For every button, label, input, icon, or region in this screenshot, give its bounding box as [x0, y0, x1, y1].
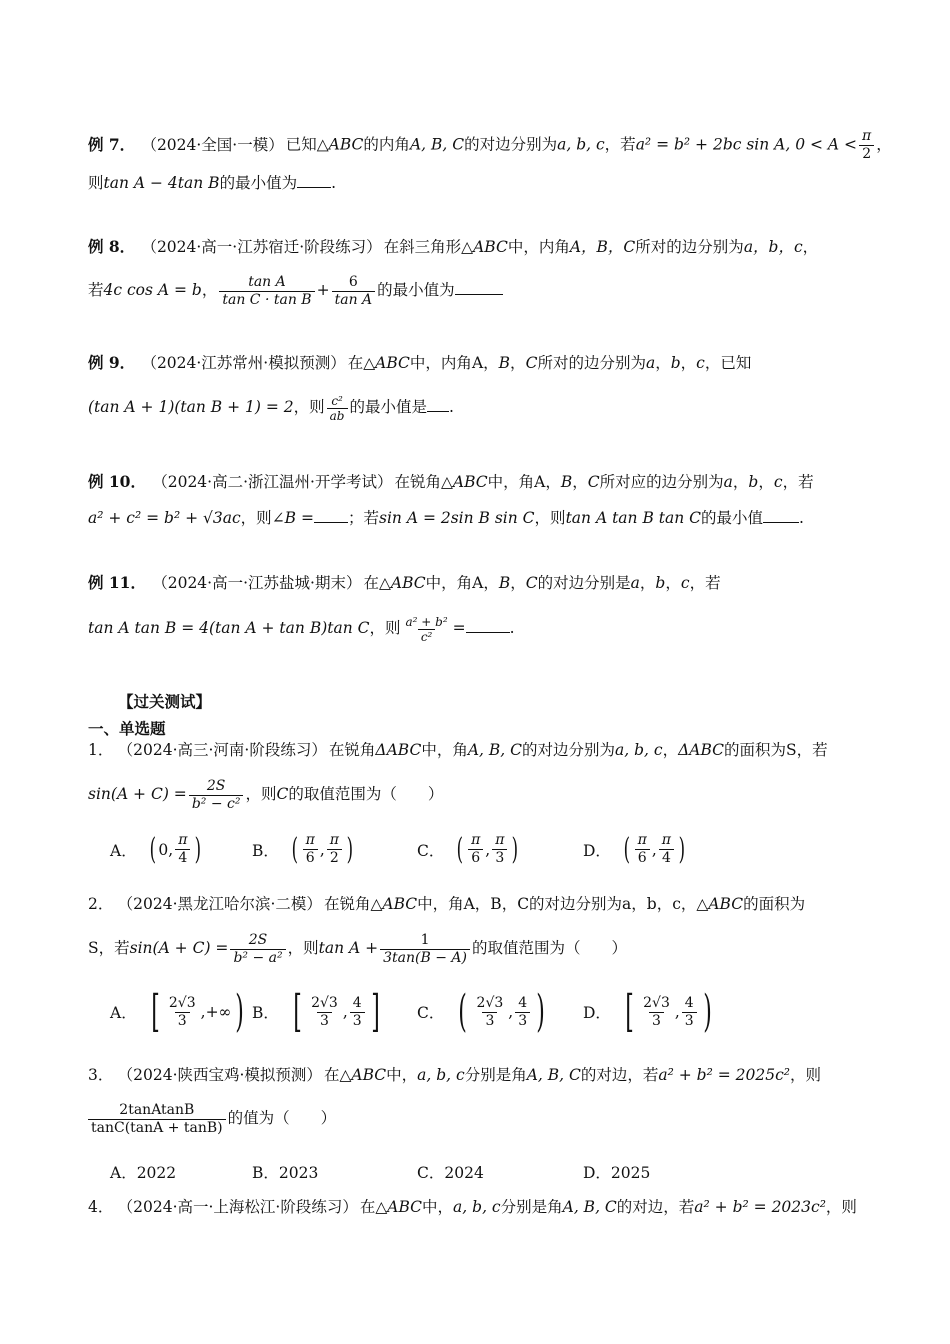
answer-blank[interactable] [314, 508, 348, 523]
question-label: 3． [88, 1066, 114, 1084]
example-label: 例 8． [88, 237, 136, 256]
fraction: $\frac{\text{a² + b²}}{\text{c²}}$ [405, 614, 448, 644]
fraction: $\frac{2S}{\text{b² − a²}}$ [230, 932, 285, 967]
q3-option-b[interactable]: B．2023 [252, 1164, 319, 1182]
question-1: 1． （2024·高三·河南·阶段练习） 在锐角ΔABC中，角A, B, C的对边分别为a, b, c，ΔABC的面积为S，若 [88, 741, 828, 759]
fraction: $\frac{\text{tan A}}{\text{tan C · tan B}}$ [219, 274, 314, 309]
example-9: 例 9． （2024·江苏常州·模拟预测） 在△ABC中，内角A，B，C所对的边分别为a，b，c，已知 [88, 353, 752, 372]
example-11: 例 11． （2024·高一·江苏盐城·期末） 在△ABC中，角A，B，C的对边分别是a，b，c，若 [88, 573, 721, 592]
answer-blank[interactable] [763, 508, 799, 523]
q2-option-d[interactable]: D． [ $\frac{2√3}{3}$ , $\frac{4}{3}$ ) [583, 986, 712, 1037]
q1-option-d[interactable]: D． ( $\frac{\pi}{6}$ , $\frac{\pi}{4}$ ) [583, 831, 686, 867]
example-7-line2: 则tan A − 4tan B的最小值为 . [88, 174, 337, 192]
example-label: 例 9． [88, 353, 136, 372]
question-source: （2024·高一·上海松江·阶段练习） [125, 1198, 358, 1216]
question-source: （2024·高三·河南·阶段练习） [125, 741, 327, 759]
question-3: 3． （2024·陕西宝鸡·模拟预测） 在△ABC中，a, b, c分别是角A, B, C的对边，若a² + b² = 2025c²，则 [88, 1066, 822, 1084]
example-source: （2024·高一·江苏盐城·期末） [159, 574, 362, 592]
q3-option-c[interactable]: C．2024 [417, 1164, 484, 1182]
fraction: $\frac{\pi}{2}$ [859, 128, 874, 163]
example-10-line2: a² + c² = b² + √3ac，则∠B = ；若sin A = 2sin B sin C，则tan A tan B tan C的最小值 . [88, 509, 804, 527]
example-source: （2024·高二·浙江温州·开学考试） [159, 473, 393, 491]
question-label: 2． [88, 895, 114, 913]
question-2-line2: S，若sin(A + C) = $\frac{2S}{\text{b² − a²}}$ ，则tan A + $\frac{1}{3\tan(B - A)}$ 的取值范围为（ ） [88, 931, 627, 966]
example-label: 例 11． [88, 573, 146, 592]
answer-blank[interactable] [297, 173, 331, 188]
q2-option-c[interactable]: C． ( $\frac{2√3}{3}$ , $\frac{4}{3}$ ) [417, 986, 546, 1037]
question-4: 4． （2024·高一·上海松江·阶段练习） 在△ABC中，a, b, c分别是角A, B, C的对边，若a² + b² = 2023c²，则 [88, 1198, 857, 1216]
example-11-line2: tan A tan B = 4(tan A + tan B)tan C，则 $\frac{\text{a² + b²}}{\text{c²}}$ = . [88, 614, 515, 644]
answer-blank[interactable] [455, 280, 503, 295]
question-1-line2: sin(A + C) = $\frac{2S}{\text{b² − c²}}$ ，则C的取值范围为（ ） [88, 777, 444, 812]
section-title: 【过关测试】 [118, 692, 212, 711]
fraction: $\frac{2S}{\text{b² − c²}}$ [189, 778, 244, 813]
example-8: 例 8． （2024·高一·江苏宿迁·阶段练习） 在斜三角形△ABC中，内角A，B，C所对的边分别为a，b，c， [88, 237, 819, 256]
fraction: $\frac{\text{2tanAtanB}}{\tan C(\tan A + \tan B)}$ [88, 1102, 226, 1137]
q1-option-b[interactable]: B． ( $\frac{\pi}{6}$ , $\frac{\pi}{2}$ ) [252, 831, 354, 867]
example-10: 例 10． （2024·高二·浙江温州·开学考试） 在锐角△ABC中，角A，B，C所对应的边分别为a，b，c，若 [88, 472, 814, 491]
fraction: $\frac{1}{3\tan(B - A)}$ [380, 932, 470, 967]
question-label: 1． [88, 741, 114, 759]
question-3-line2: $\frac{\text{2tanAtanB}}{\tan C(\tan A + \tan B)}$ 的值为（ ） [88, 1094, 868, 1142]
q2-option-a[interactable]: A． [ $\frac{2√3}{3}$ , +∞ ) [110, 986, 245, 1037]
example-source: （2024·全国·一模） [149, 135, 284, 154]
example-7: 例 7． （2024·全国·一模） 已知△ABC的内角A, B, C的对边分别为a, b, c，若a² = b² + 2bc sin A, 0 < A < $\frac{\pi}{2}$ ， [88, 128, 892, 162]
question-label: 4． [88, 1198, 114, 1216]
fraction: $\frac{\text{c²}}{ab}$ [327, 394, 348, 423]
example-source: （2024·江苏常州·模拟预测） [149, 354, 346, 372]
q3-option-d[interactable]: D．2025 [583, 1164, 651, 1182]
section-subtitle: 一、单选题 [88, 719, 166, 738]
answer-blank[interactable] [466, 618, 510, 633]
question-2: 2． （2024·黑龙江哈尔滨·二模） 在锐角△ABC中，角A，B，C的对边分别为a，b，c，△ABC的面积为 [88, 895, 806, 913]
q1-option-c[interactable]: C． ( $\frac{\pi}{6}$ , $\frac{\pi}{3}$ ) [417, 831, 519, 867]
example-label: 例 10． [88, 472, 146, 491]
example-label: 例 7． [88, 134, 136, 154]
q3-option-a[interactable]: A．2022 [110, 1164, 177, 1182]
fraction: $\frac{6}{\text{tan A}}$ [332, 274, 376, 309]
q1-option-a[interactable]: A． ( 0, $\frac{\pi}{4}$ ) [110, 831, 202, 867]
question-source: （2024·黑龙江哈尔滨·二模） [125, 895, 322, 913]
example-source: （2024·高一·江苏宿迁·阶段练习） [149, 238, 382, 256]
question-source: （2024·陕西宝鸡·模拟预测） [125, 1066, 322, 1084]
q2-option-b[interactable]: B． [ $\frac{2√3}{3}$ , $\frac{4}{3}$ ] [252, 986, 380, 1037]
answer-blank[interactable] [427, 397, 449, 412]
example-8-line2: 若4c cos A = b， $\frac{\text{tan A}}{\text{tan C · tan B}}$ + $\frac{6}{\text{tan A}}$ 的最小值为 [88, 270, 868, 310]
example-9-line2: (tan A + 1)(tan B + 1) = 2，则 $\frac{\text{c²}}{ab}$ 的最小值是 . [88, 393, 454, 423]
